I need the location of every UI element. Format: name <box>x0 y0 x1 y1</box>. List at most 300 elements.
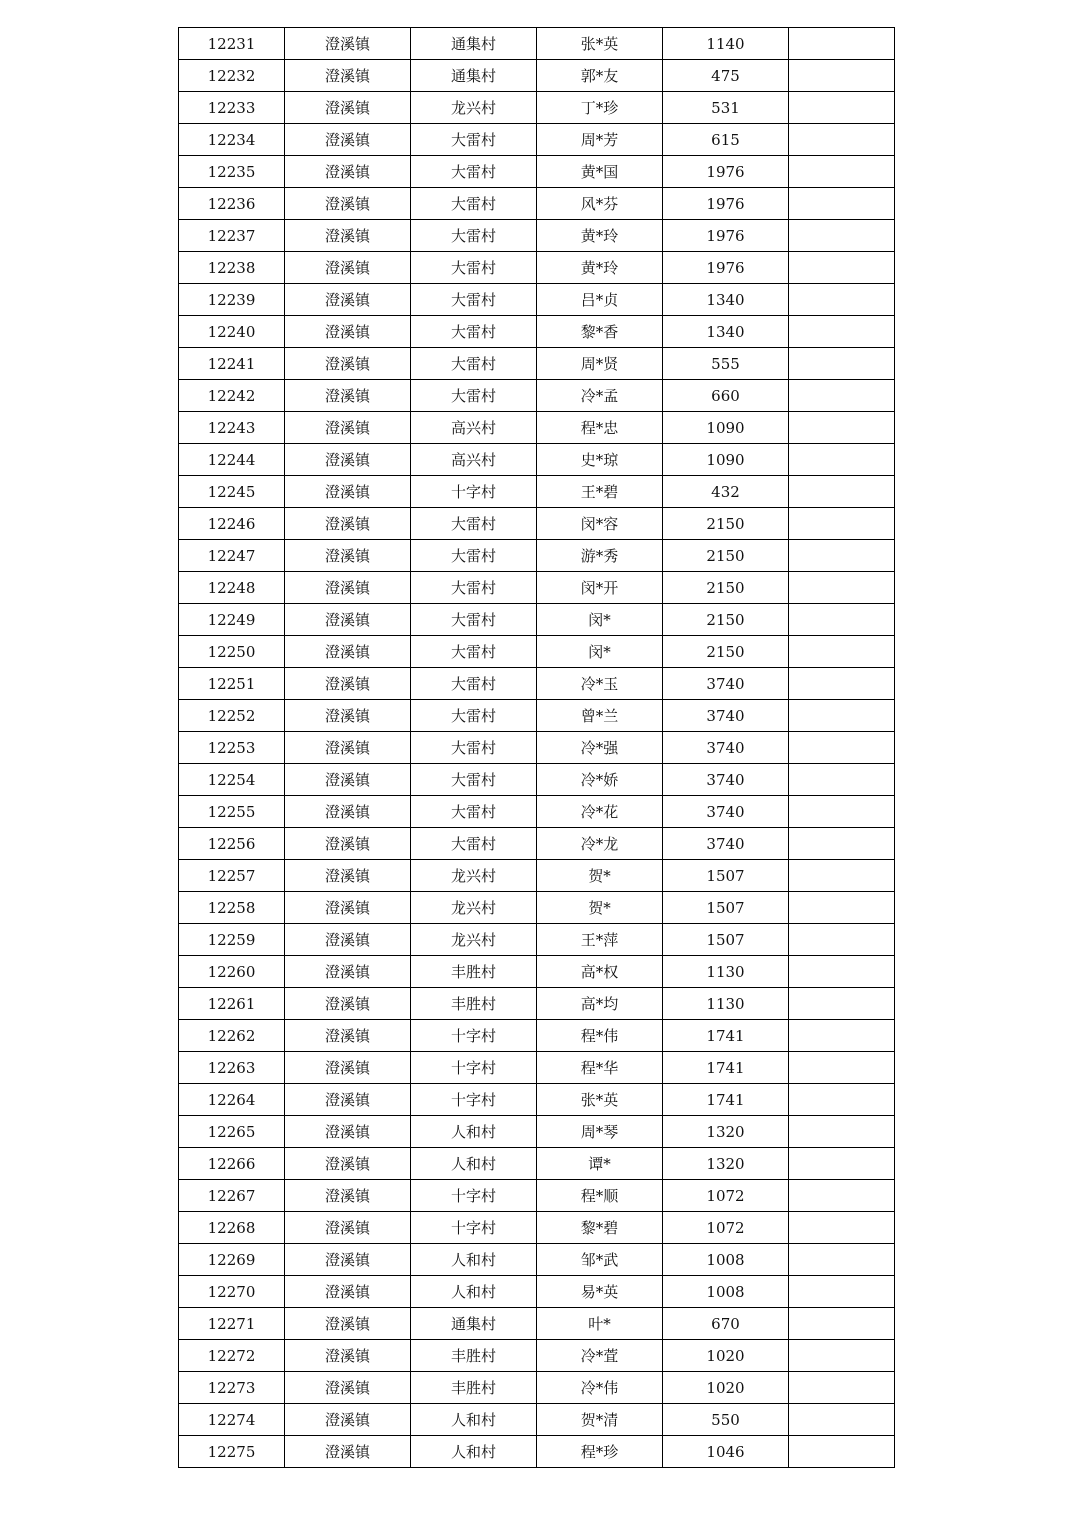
amount-cell: 3740 <box>663 732 789 764</box>
remark-cell <box>789 1244 895 1276</box>
amount-cell: 1008 <box>663 1244 789 1276</box>
village-cell: 大雷村 <box>411 380 537 412</box>
row-id-cell: 12239 <box>179 284 285 316</box>
table-row <box>179 636 895 668</box>
town-cell: 澄溪镇 <box>285 668 411 700</box>
village-cell: 大雷村 <box>411 252 537 284</box>
name-cell: 吕*贞 <box>537 284 663 316</box>
name-cell: 易*英 <box>537 1276 663 1308</box>
name-cell: 冷*孟 <box>537 380 663 412</box>
amount-cell: 660 <box>663 380 789 412</box>
name-cell: 周*贤 <box>537 348 663 380</box>
row-id-cell: 12237 <box>179 220 285 252</box>
table-row <box>179 732 895 764</box>
name-cell: 冷*玉 <box>537 668 663 700</box>
amount-cell: 1741 <box>663 1052 789 1084</box>
town-cell: 澄溪镇 <box>285 316 411 348</box>
town-cell: 澄溪镇 <box>285 700 411 732</box>
table-row <box>179 348 895 380</box>
town-cell: 澄溪镇 <box>285 924 411 956</box>
row-id-cell: 12232 <box>179 60 285 92</box>
table-row <box>179 380 895 412</box>
amount-cell: 1340 <box>663 284 789 316</box>
amount-cell: 3740 <box>663 828 789 860</box>
row-id-cell: 12248 <box>179 572 285 604</box>
amount-cell: 1976 <box>663 252 789 284</box>
row-id-cell: 12241 <box>179 348 285 380</box>
name-cell: 张*英 <box>537 1084 663 1116</box>
table-row <box>179 1372 895 1404</box>
remark-cell <box>789 764 895 796</box>
remark-cell <box>789 1180 895 1212</box>
row-id-cell: 12238 <box>179 252 285 284</box>
table-row <box>179 124 895 156</box>
village-cell: 大雷村 <box>411 764 537 796</box>
village-cell: 高兴村 <box>411 444 537 476</box>
village-cell: 通集村 <box>411 60 537 92</box>
village-cell: 十字村 <box>411 1212 537 1244</box>
village-cell: 十字村 <box>411 1052 537 1084</box>
table-row <box>179 316 895 348</box>
name-cell: 闵*开 <box>537 572 663 604</box>
name-cell: 黎*香 <box>537 316 663 348</box>
row-id-cell: 12244 <box>179 444 285 476</box>
table-row <box>179 924 895 956</box>
row-id-cell: 12242 <box>179 380 285 412</box>
village-cell: 高兴村 <box>411 412 537 444</box>
amount-cell: 1020 <box>663 1340 789 1372</box>
table-row <box>179 1084 895 1116</box>
row-id-cell: 12264 <box>179 1084 285 1116</box>
village-cell: 大雷村 <box>411 828 537 860</box>
row-id-cell: 12265 <box>179 1116 285 1148</box>
town-cell: 澄溪镇 <box>285 892 411 924</box>
table-row <box>179 1052 895 1084</box>
table-row <box>179 1436 895 1468</box>
town-cell: 澄溪镇 <box>285 508 411 540</box>
name-cell: 谭* <box>537 1148 663 1180</box>
name-cell: 贺*清 <box>537 1404 663 1436</box>
remark-cell <box>789 1116 895 1148</box>
table-row <box>179 1148 895 1180</box>
remark-cell <box>789 412 895 444</box>
town-cell: 澄溪镇 <box>285 636 411 668</box>
town-cell: 澄溪镇 <box>285 1372 411 1404</box>
row-id-cell: 12258 <box>179 892 285 924</box>
village-cell: 人和村 <box>411 1436 537 1468</box>
remark-cell <box>789 1020 895 1052</box>
remark-cell <box>789 1052 895 1084</box>
town-cell: 澄溪镇 <box>285 220 411 252</box>
amount-cell: 1090 <box>663 444 789 476</box>
table-body <box>179 28 895 1468</box>
name-cell: 游*秀 <box>537 540 663 572</box>
row-id-cell: 12257 <box>179 860 285 892</box>
remark-cell <box>789 508 895 540</box>
town-cell: 澄溪镇 <box>285 604 411 636</box>
name-cell: 程*珍 <box>537 1436 663 1468</box>
village-cell: 丰胜村 <box>411 1340 537 1372</box>
amount-cell: 1741 <box>663 1020 789 1052</box>
town-cell: 澄溪镇 <box>285 860 411 892</box>
village-cell: 丰胜村 <box>411 988 537 1020</box>
table-row <box>179 1212 895 1244</box>
amount-cell: 3740 <box>663 796 789 828</box>
remark-cell <box>789 348 895 380</box>
amount-cell: 2150 <box>663 572 789 604</box>
row-id-cell: 12251 <box>179 668 285 700</box>
row-id-cell: 12270 <box>179 1276 285 1308</box>
remark-cell <box>789 988 895 1020</box>
remark-cell <box>789 700 895 732</box>
amount-cell: 3740 <box>663 700 789 732</box>
name-cell: 程*华 <box>537 1052 663 1084</box>
row-id-cell: 12255 <box>179 796 285 828</box>
row-id-cell: 12254 <box>179 764 285 796</box>
amount-cell: 2150 <box>663 540 789 572</box>
village-cell: 人和村 <box>411 1148 537 1180</box>
town-cell: 澄溪镇 <box>285 284 411 316</box>
remark-cell <box>789 956 895 988</box>
town-cell: 澄溪镇 <box>285 348 411 380</box>
village-cell: 十字村 <box>411 1084 537 1116</box>
village-cell: 大雷村 <box>411 668 537 700</box>
row-id-cell: 12233 <box>179 92 285 124</box>
remark-cell <box>789 924 895 956</box>
name-cell: 史*琼 <box>537 444 663 476</box>
table-row <box>179 572 895 604</box>
amount-cell: 2150 <box>663 604 789 636</box>
remark-cell <box>789 604 895 636</box>
row-id-cell: 12266 <box>179 1148 285 1180</box>
table-row <box>179 988 895 1020</box>
amount-cell: 1320 <box>663 1116 789 1148</box>
row-id-cell: 12240 <box>179 316 285 348</box>
village-cell: 大雷村 <box>411 124 537 156</box>
row-id-cell: 12247 <box>179 540 285 572</box>
name-cell: 黄*玲 <box>537 220 663 252</box>
remark-cell <box>789 188 895 220</box>
amount-cell: 1020 <box>663 1372 789 1404</box>
amount-cell: 1507 <box>663 860 789 892</box>
name-cell: 叶* <box>537 1308 663 1340</box>
remark-cell <box>789 540 895 572</box>
row-id-cell: 12263 <box>179 1052 285 1084</box>
village-cell: 龙兴村 <box>411 860 537 892</box>
remark-cell <box>789 444 895 476</box>
name-cell: 周*琴 <box>537 1116 663 1148</box>
name-cell: 冷*龙 <box>537 828 663 860</box>
row-id-cell: 12272 <box>179 1340 285 1372</box>
remark-cell <box>789 476 895 508</box>
row-id-cell: 12234 <box>179 124 285 156</box>
table-row <box>179 956 895 988</box>
amount-cell: 475 <box>663 60 789 92</box>
name-cell: 郭*友 <box>537 60 663 92</box>
village-cell: 大雷村 <box>411 700 537 732</box>
table-row <box>179 252 895 284</box>
village-cell: 大雷村 <box>411 316 537 348</box>
amount-cell: 1741 <box>663 1084 789 1116</box>
row-id-cell: 12235 <box>179 156 285 188</box>
name-cell: 高*权 <box>537 956 663 988</box>
town-cell: 澄溪镇 <box>285 1052 411 1084</box>
table-row <box>179 828 895 860</box>
town-cell: 澄溪镇 <box>285 988 411 1020</box>
remark-cell <box>789 1436 895 1468</box>
remark-cell <box>789 1084 895 1116</box>
row-id-cell: 12243 <box>179 412 285 444</box>
table-row <box>179 860 895 892</box>
remark-cell <box>789 252 895 284</box>
remark-cell <box>789 572 895 604</box>
town-cell: 澄溪镇 <box>285 1148 411 1180</box>
name-cell: 丁*珍 <box>537 92 663 124</box>
name-cell: 黄*玲 <box>537 252 663 284</box>
row-id-cell: 12253 <box>179 732 285 764</box>
town-cell: 澄溪镇 <box>285 188 411 220</box>
table-row <box>179 1116 895 1148</box>
amount-cell: 550 <box>663 1404 789 1436</box>
name-cell: 风*芬 <box>537 188 663 220</box>
row-id-cell: 12260 <box>179 956 285 988</box>
row-id-cell: 12262 <box>179 1020 285 1052</box>
village-cell: 通集村 <box>411 1308 537 1340</box>
village-cell: 大雷村 <box>411 156 537 188</box>
village-cell: 十字村 <box>411 1020 537 1052</box>
remark-cell <box>789 892 895 924</box>
table-row <box>179 508 895 540</box>
name-cell: 闵* <box>537 604 663 636</box>
town-cell: 澄溪镇 <box>285 1436 411 1468</box>
name-cell: 周*芳 <box>537 124 663 156</box>
town-cell: 澄溪镇 <box>285 412 411 444</box>
town-cell: 澄溪镇 <box>285 380 411 412</box>
name-cell: 邹*武 <box>537 1244 663 1276</box>
amount-cell: 1072 <box>663 1212 789 1244</box>
amount-cell: 1976 <box>663 156 789 188</box>
town-cell: 澄溪镇 <box>285 28 411 60</box>
row-id-cell: 12267 <box>179 1180 285 1212</box>
row-id-cell: 12259 <box>179 924 285 956</box>
village-cell: 十字村 <box>411 1180 537 1212</box>
remark-cell <box>789 28 895 60</box>
name-cell: 程*伟 <box>537 1020 663 1052</box>
town-cell: 澄溪镇 <box>285 92 411 124</box>
town-cell: 澄溪镇 <box>285 764 411 796</box>
town-cell: 澄溪镇 <box>285 444 411 476</box>
town-cell: 澄溪镇 <box>285 540 411 572</box>
name-cell: 王*碧 <box>537 476 663 508</box>
town-cell: 澄溪镇 <box>285 1180 411 1212</box>
name-cell: 黄*国 <box>537 156 663 188</box>
name-cell: 贺* <box>537 892 663 924</box>
village-cell: 大雷村 <box>411 796 537 828</box>
amount-cell: 1130 <box>663 956 789 988</box>
village-cell: 龙兴村 <box>411 892 537 924</box>
town-cell: 澄溪镇 <box>285 1404 411 1436</box>
town-cell: 澄溪镇 <box>285 1340 411 1372</box>
table-row <box>179 892 895 924</box>
town-cell: 澄溪镇 <box>285 1308 411 1340</box>
remark-cell <box>789 1372 895 1404</box>
name-cell: 贺* <box>537 860 663 892</box>
village-cell: 人和村 <box>411 1116 537 1148</box>
table-row <box>179 28 895 60</box>
village-cell: 十字村 <box>411 476 537 508</box>
remark-cell <box>789 220 895 252</box>
table-row <box>179 444 895 476</box>
table-row <box>179 1244 895 1276</box>
row-id-cell: 12269 <box>179 1244 285 1276</box>
remark-cell <box>789 828 895 860</box>
table-row <box>179 188 895 220</box>
name-cell: 曾*兰 <box>537 700 663 732</box>
village-cell: 大雷村 <box>411 540 537 572</box>
town-cell: 澄溪镇 <box>285 156 411 188</box>
name-cell: 高*均 <box>537 988 663 1020</box>
remark-cell <box>789 124 895 156</box>
village-cell: 人和村 <box>411 1276 537 1308</box>
amount-cell: 1507 <box>663 924 789 956</box>
row-id-cell: 12275 <box>179 1436 285 1468</box>
name-cell: 冷*强 <box>537 732 663 764</box>
amount-cell: 3740 <box>663 764 789 796</box>
table-row <box>179 60 895 92</box>
row-id-cell: 12261 <box>179 988 285 1020</box>
village-cell: 人和村 <box>411 1404 537 1436</box>
name-cell: 冷*娇 <box>537 764 663 796</box>
table-row <box>179 540 895 572</box>
table-row <box>179 668 895 700</box>
remark-cell <box>789 668 895 700</box>
row-id-cell: 12245 <box>179 476 285 508</box>
village-cell: 丰胜村 <box>411 956 537 988</box>
amount-cell: 555 <box>663 348 789 380</box>
table-row <box>179 1180 895 1212</box>
town-cell: 澄溪镇 <box>285 60 411 92</box>
village-cell: 龙兴村 <box>411 924 537 956</box>
remark-cell <box>789 316 895 348</box>
amount-cell: 1090 <box>663 412 789 444</box>
remark-cell <box>789 636 895 668</box>
town-cell: 澄溪镇 <box>285 1244 411 1276</box>
remark-cell <box>789 1212 895 1244</box>
amount-cell: 1976 <box>663 220 789 252</box>
table-row <box>179 220 895 252</box>
amount-cell: 3740 <box>663 668 789 700</box>
town-cell: 澄溪镇 <box>285 124 411 156</box>
row-id-cell: 12231 <box>179 28 285 60</box>
amount-cell: 1507 <box>663 892 789 924</box>
name-cell: 闵* <box>537 636 663 668</box>
amount-cell: 432 <box>663 476 789 508</box>
row-id-cell: 12252 <box>179 700 285 732</box>
amount-cell: 1008 <box>663 1276 789 1308</box>
amount-cell: 1130 <box>663 988 789 1020</box>
town-cell: 澄溪镇 <box>285 1084 411 1116</box>
town-cell: 澄溪镇 <box>285 1116 411 1148</box>
remark-cell <box>789 1404 895 1436</box>
village-cell: 大雷村 <box>411 348 537 380</box>
remark-cell <box>789 284 895 316</box>
amount-cell: 615 <box>663 124 789 156</box>
remark-cell <box>789 380 895 412</box>
table-row <box>179 412 895 444</box>
village-cell: 人和村 <box>411 1244 537 1276</box>
town-cell: 澄溪镇 <box>285 1212 411 1244</box>
town-cell: 澄溪镇 <box>285 252 411 284</box>
row-id-cell: 12256 <box>179 828 285 860</box>
amount-cell: 670 <box>663 1308 789 1340</box>
remark-cell <box>789 1308 895 1340</box>
row-id-cell: 12250 <box>179 636 285 668</box>
row-id-cell: 12274 <box>179 1404 285 1436</box>
name-cell: 张*英 <box>537 28 663 60</box>
name-cell: 程*顺 <box>537 1180 663 1212</box>
village-cell: 通集村 <box>411 28 537 60</box>
amount-cell: 1072 <box>663 1180 789 1212</box>
town-cell: 澄溪镇 <box>285 476 411 508</box>
name-cell: 冷*萓 <box>537 1340 663 1372</box>
remark-cell <box>789 1148 895 1180</box>
table-row <box>179 156 895 188</box>
village-cell: 大雷村 <box>411 636 537 668</box>
name-cell: 冷*花 <box>537 796 663 828</box>
town-cell: 澄溪镇 <box>285 1276 411 1308</box>
table-row <box>179 700 895 732</box>
remark-cell <box>789 1340 895 1372</box>
name-cell: 黎*碧 <box>537 1212 663 1244</box>
table-row <box>179 1404 895 1436</box>
amount-cell: 2150 <box>663 636 789 668</box>
row-id-cell: 12249 <box>179 604 285 636</box>
row-id-cell: 12236 <box>179 188 285 220</box>
table-row <box>179 1308 895 1340</box>
row-id-cell: 12271 <box>179 1308 285 1340</box>
town-cell: 澄溪镇 <box>285 572 411 604</box>
town-cell: 澄溪镇 <box>285 732 411 764</box>
remark-cell <box>789 732 895 764</box>
remark-cell <box>789 156 895 188</box>
table-row <box>179 764 895 796</box>
amount-cell: 1140 <box>663 28 789 60</box>
table-row <box>179 796 895 828</box>
village-cell: 大雷村 <box>411 732 537 764</box>
village-cell: 大雷村 <box>411 604 537 636</box>
village-cell: 大雷村 <box>411 188 537 220</box>
table-row <box>179 92 895 124</box>
village-cell: 龙兴村 <box>411 92 537 124</box>
town-cell: 澄溪镇 <box>285 956 411 988</box>
town-cell: 澄溪镇 <box>285 796 411 828</box>
village-cell: 大雷村 <box>411 572 537 604</box>
remark-cell <box>789 60 895 92</box>
name-cell: 闵*容 <box>537 508 663 540</box>
row-id-cell: 12273 <box>179 1372 285 1404</box>
table-row <box>179 1020 895 1052</box>
name-cell: 程*忠 <box>537 412 663 444</box>
data-table <box>178 27 895 1468</box>
amount-cell: 1976 <box>663 188 789 220</box>
table-row <box>179 1340 895 1372</box>
village-cell: 大雷村 <box>411 220 537 252</box>
table-row <box>179 476 895 508</box>
row-id-cell: 12268 <box>179 1212 285 1244</box>
amount-cell: 531 <box>663 92 789 124</box>
remark-cell <box>789 1276 895 1308</box>
village-cell: 大雷村 <box>411 508 537 540</box>
